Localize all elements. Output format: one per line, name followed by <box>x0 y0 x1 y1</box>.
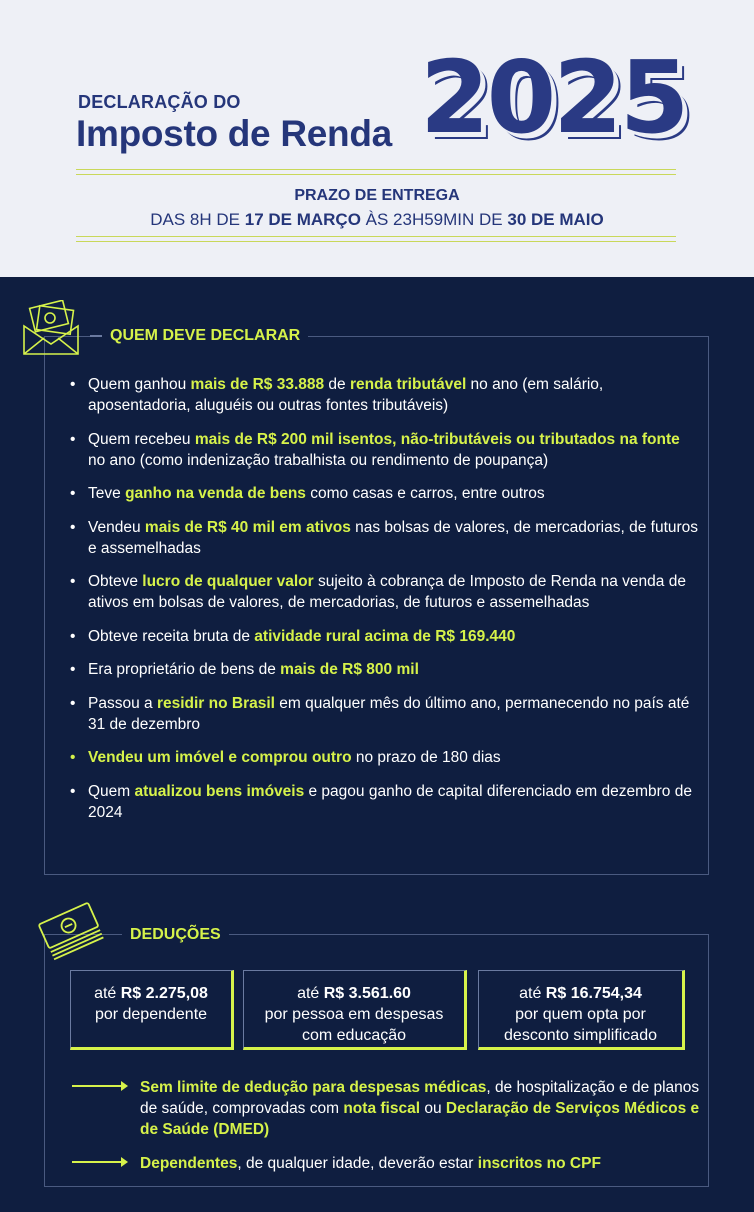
deduction-card <box>478 970 685 1050</box>
envelope-money-icon <box>22 300 80 356</box>
header-section <box>0 0 754 277</box>
prazo-title: PRAZO DE ENTREGA <box>294 187 460 204</box>
list-item: • Quem recebeu mais de R$ 200 mil isentos, não-tributáveis ou tributados na fonte no ano (como indenização trabalhista ou rendimento de poupança) <box>70 429 700 471</box>
section-dash <box>90 335 102 337</box>
deduction-desc: por quem opta por desconto simplificado <box>504 1006 657 1044</box>
list-item: • Era proprietário de bens de mais de R$ 800 mil <box>70 659 700 680</box>
list-item: • Quem atualizou bens imóveis e pagou ganho de capital diferenciado em dezembro de 2024 <box>70 781 700 823</box>
deduction-desc: por dependente <box>94 1006 208 1023</box>
divider-bottom <box>76 236 676 242</box>
note-text: Sem limite de dedução para despesas médicas, de hospitalização e de planos de saúde, comprovadas com nota fiscal ou Declaração de Serviços Médicos e de Saúde (DMED) <box>140 1079 700 1138</box>
quem-deve-declarar-title: QUEM DEVE DECLARAR <box>102 327 308 345</box>
header-subtitle: DECLARAÇÃO DO <box>78 92 241 112</box>
deduction-card <box>243 970 467 1050</box>
list-item: • Vendeu um imóvel e comprou outro no prazo de 180 dias <box>70 747 700 768</box>
deduction-amount: até R$ 3.561.60 <box>297 985 411 1002</box>
list-item: • Passou a residir no Brasil em qualquer mês do último ano, permanecendo no país até 31 de dezembro <box>70 693 700 735</box>
divider-top <box>76 169 676 175</box>
prazo-dates: DAS 8H DE 17 DE MARÇO ÀS 23H59MIN DE 30 DE MAIO <box>150 210 604 229</box>
list-item: • Obteve lucro de qualquer valor sujeito à cobrança de Imposto de Renda na venda de ativos em bolsas de valores, de mercadorias, de futuros e assemelhadas <box>70 571 700 613</box>
note-row <box>72 1153 702 1175</box>
list-item: • Vendeu mais de R$ 40 mil em ativos nas bolsas de valores, de mercadorias, de futuros e assemelhadas <box>70 517 700 559</box>
deduction-card <box>70 970 234 1050</box>
money-stack-icon <box>36 900 106 962</box>
arrow-right-icon <box>72 1085 126 1087</box>
list-item: • Teve ganho na venda de bens como casas e carros, entre outros <box>70 483 700 504</box>
note-row <box>72 1077 702 1141</box>
deduction-amount: até R$ 2.275,08 <box>94 985 208 1002</box>
header-year: 2025 <box>420 39 687 156</box>
note-text: Dependentes, de qualquer idade, deverão estar inscritos no CPF <box>140 1155 601 1172</box>
deducoes-title: DEDUÇÕES <box>122 926 229 944</box>
deduction-amount: até R$ 16.754,34 <box>519 985 642 1002</box>
quem-list <box>70 374 700 835</box>
deduction-desc: por pessoa em despesas com educação <box>264 1006 444 1044</box>
list-item: • Obteve receita bruta de atividade rural acima de R$ 169.440 <box>70 626 700 647</box>
header-title: Imposto de Renda <box>76 113 392 154</box>
arrow-right-icon <box>72 1161 126 1163</box>
list-item: • Quem ganhou mais de R$ 33.888 de renda tributável no ano (em salário, aposentadoria, aluguéis ou outras fontes tributáveis) <box>70 374 700 416</box>
